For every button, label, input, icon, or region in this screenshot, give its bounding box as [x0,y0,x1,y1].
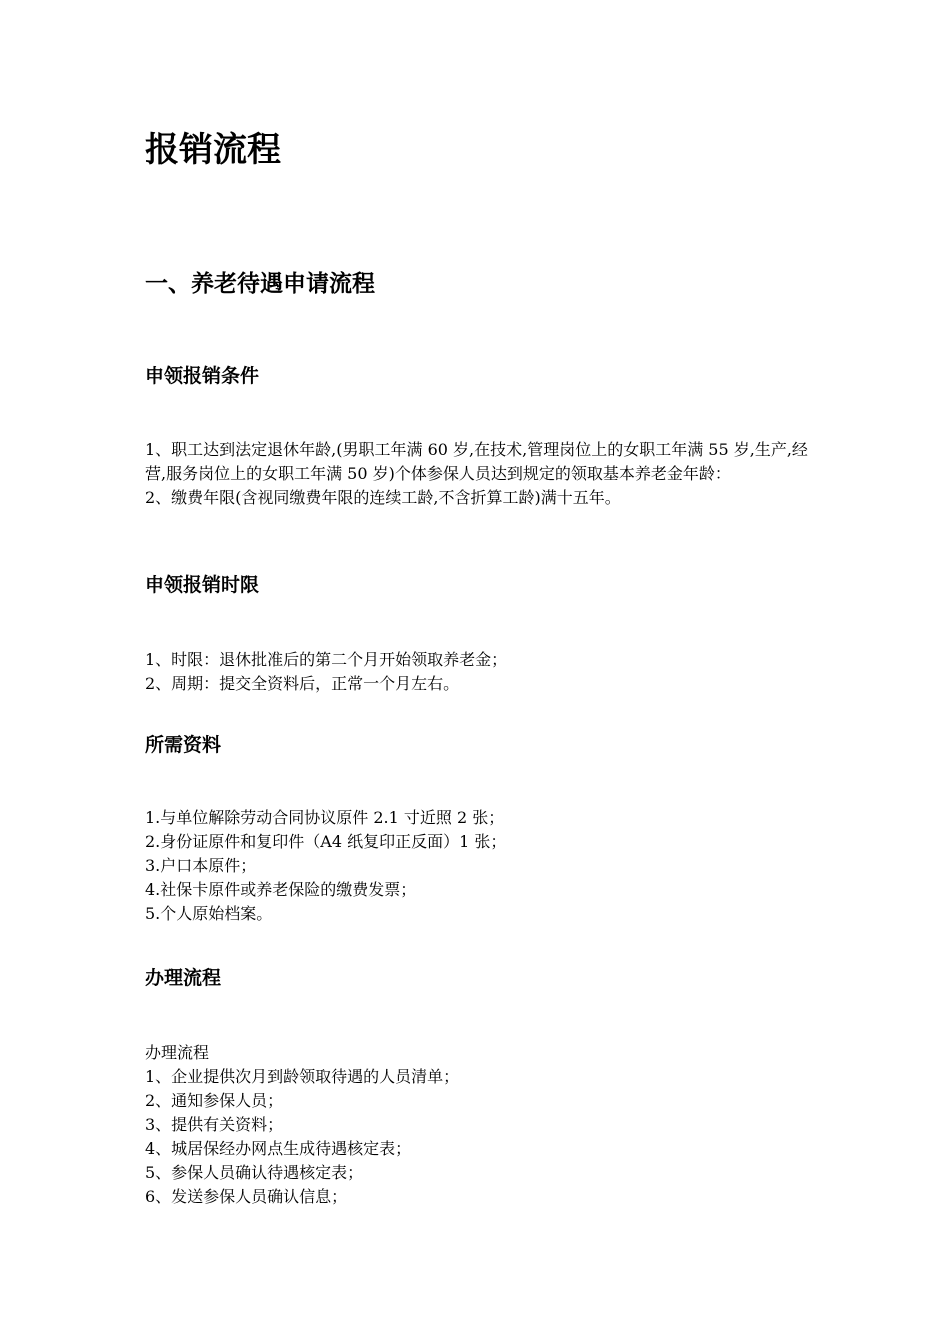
materials-item: 5.个人原始档案。 [145,904,273,923]
conditions-item: 1、职工达到法定退休年龄,(男职工年满 60 岁,在技术,管理岗位上的女职工年满 55 岁,生产,经营,服务岗位上的女职工年满 50 岁)个体参保人员达到规定的领取基本养老金年龄： [145,440,808,483]
materials-list [145,806,815,926]
section-heading-pension: 一、养老待遇申请流程 [145,271,375,297]
process-item: 2、通知参保人员； [145,1091,284,1110]
process-item: 3、提供有关资料； [145,1115,284,1134]
conditions-item: 2、缴费年限(含视同缴费年限的连续工龄,不含折算工龄)满十五年。 [145,488,621,507]
process-item: 1、企业提供次月到龄领取待遇的人员清单； [145,1067,460,1086]
time-limit-item: 2、周期：提交全资料后，正常一个月左右。 [145,674,460,693]
heading-conditions: 申领报销条件 [145,365,260,387]
process-list [145,1041,815,1209]
heading-process: 办理流程 [145,967,222,989]
process-item: 4、城居保经办网点生成待遇核定表； [145,1139,412,1158]
time-limit-list [145,648,815,696]
heading-time-limit: 申领报销时限 [145,574,260,596]
materials-item: 3.户口本原件； [145,856,257,875]
time-limit-item: 1、时限：退休批准后的第二个月开始领取养老金； [145,650,508,669]
heading-materials: 所需资料 [145,734,222,756]
materials-item: 4.社保卡原件或养老保险的缴费发票； [145,880,417,899]
process-intro: 办理流程 [145,1043,210,1062]
materials-item: 2.身份证原件和复印件（A4 纸复印正反面）1 张； [145,832,507,851]
conditions-list [145,438,815,510]
process-item: 5、参保人员确认待遇核定表； [145,1163,364,1182]
document-title: 报销流程 [145,130,281,170]
process-item: 6、发送参保人员确认信息； [145,1187,348,1206]
materials-item: 1.与单位解除劳动合同协议原件 2.1 寸近照 2 张； [145,808,505,827]
